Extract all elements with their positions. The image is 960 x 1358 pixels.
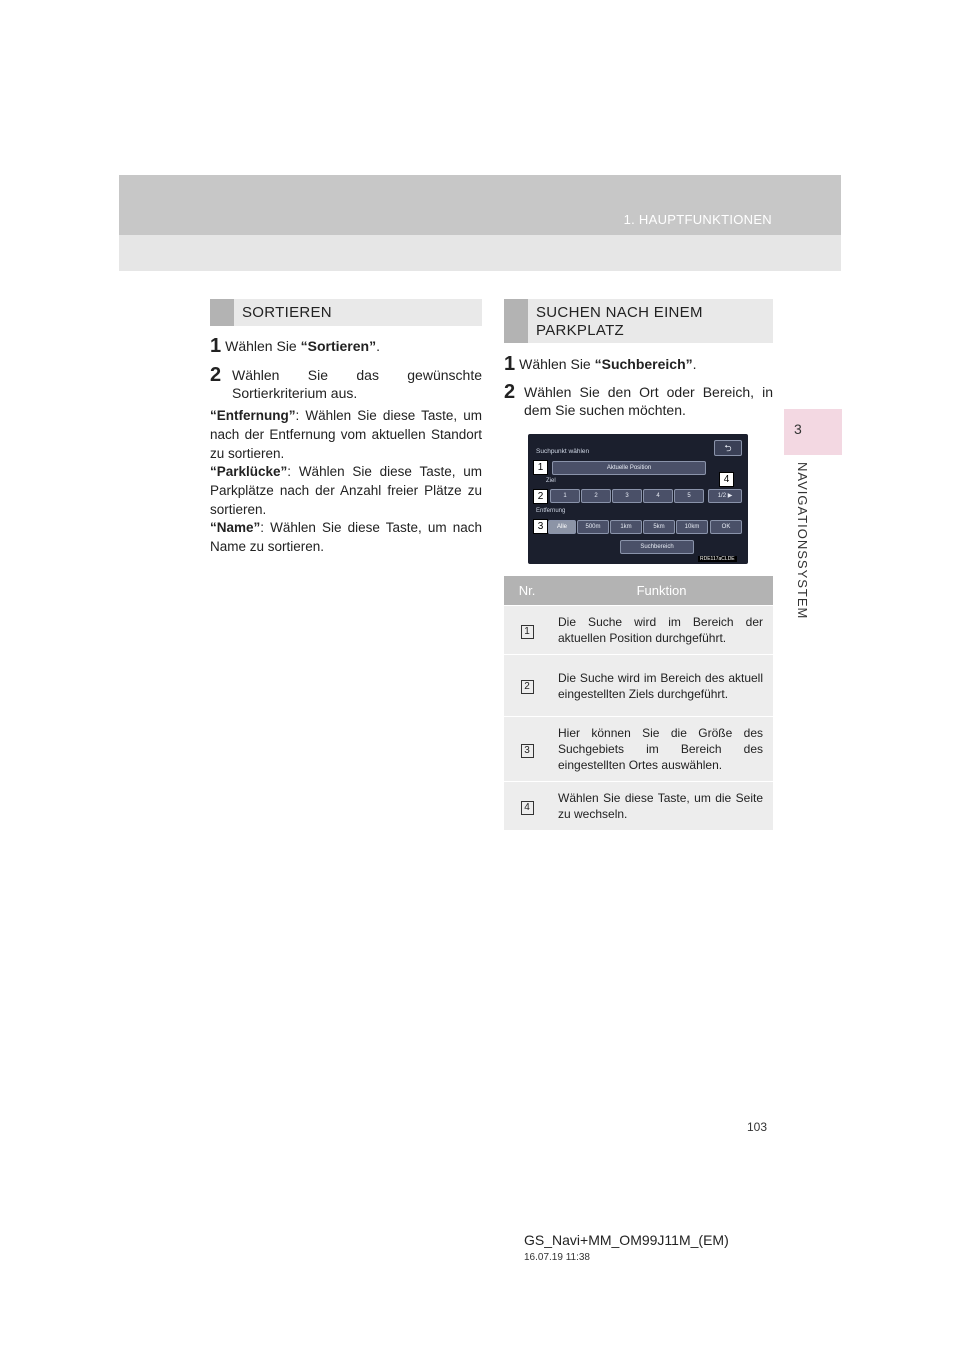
step-key: “Sortieren” (300, 338, 377, 354)
section-heading-bar (210, 299, 234, 326)
current-position-button[interactable]: Aktuelle Position (552, 461, 706, 475)
destination-button-5[interactable]: 5 (674, 489, 704, 503)
function-table (504, 576, 773, 830)
step-text: Wählen Sie (519, 356, 595, 372)
navigation-screen-image (528, 434, 748, 564)
option-entfernung (210, 406, 482, 463)
table-row (504, 782, 773, 831)
step-number: 2 (210, 364, 222, 386)
row-text: Die Suche wird im Bereich des aktuell eingestellten Ziels durchgeführt. (550, 655, 773, 717)
image-code: RDE117aCLDE (700, 556, 735, 562)
step-2-parkplatz (504, 383, 773, 419)
section-heading-parkplatz (504, 299, 773, 343)
step-tail: . (376, 338, 380, 354)
row-number (504, 606, 550, 655)
chapter-side-label: NAVIGATIONSSYSTEM (795, 462, 810, 620)
back-icon[interactable]: ⮌ (714, 440, 742, 456)
table-row (504, 717, 773, 782)
row-text: Die Suche wird im Bereich der aktuellen Position durchgeführt. (550, 606, 773, 655)
option-key: “Parklücke” (210, 464, 288, 479)
option-name (210, 518, 482, 556)
step-2-sortieren (210, 366, 482, 402)
number-box: 1 (521, 625, 534, 639)
callout-2: 2 (533, 489, 548, 504)
chapter-number: 3 (794, 421, 802, 437)
distance-button-500m[interactable]: 500m (577, 520, 609, 534)
option-text: : Wählen Sie diese Taste, um nach der Entfernung vom aktuellen Standort zu sortieren. (210, 408, 482, 461)
step-number: 2 (504, 381, 516, 403)
option-text: : Wählen Sie diese Taste, um nach Name zu sortieren. (210, 520, 482, 554)
step-1-parkplatz (504, 355, 773, 373)
destination-button-2[interactable]: 2 (581, 489, 611, 503)
chapter-title: 1. HAUPTFUNKTIONEN (623, 212, 772, 227)
chapter-tab (784, 409, 842, 455)
table-header-row (504, 576, 773, 606)
number-box: 3 (521, 744, 534, 758)
number-box: 4 (521, 801, 534, 815)
option-key: “Name” (210, 520, 261, 535)
distance-button-alle[interactable]: Alle (548, 520, 576, 534)
callout-3: 3 (533, 519, 548, 534)
section-heading-line1: SUCHEN NACH EINEM (536, 304, 703, 321)
distance-button-5km[interactable]: 5km (643, 520, 675, 534)
table-row (504, 606, 773, 655)
option-text: : Wählen Sie diese Taste, um Parkplätze nach der Anzahl freier Plätze zu sortieren. (210, 464, 482, 517)
document-id: GS_Navi+MM_OM99J11M_(EM) (524, 1232, 729, 1248)
step-tail: . (692, 356, 697, 372)
option-key: “Entfernung” (210, 408, 296, 423)
distance-button-1km[interactable]: 1km (610, 520, 642, 534)
header-funktion: Funktion (550, 576, 773, 606)
option-parkluecke (210, 462, 482, 519)
page-button[interactable]: 1/2 ▶ (708, 489, 742, 503)
page-number: 103 (747, 1120, 768, 1134)
destination-label: Ziel (546, 478, 556, 484)
section-heading-text: SORTIEREN (242, 304, 332, 321)
section-heading-line2: PARKPLATZ (536, 322, 624, 339)
screen-title: Suchpunkt wählen (536, 448, 590, 455)
destination-button-4[interactable]: 4 (643, 489, 673, 503)
step-text: Wählen Sie den Ort oder Bereich, in dem Sie suchen möchten. (524, 384, 773, 418)
step-key: “Suchbereich” (594, 356, 693, 372)
step-number: 1 (210, 335, 222, 357)
table-row (504, 655, 773, 717)
callout-4: 4 (719, 472, 734, 487)
document-date: 16.07.19 11:38 (524, 1252, 590, 1263)
row-number (504, 655, 550, 717)
row-number (504, 782, 550, 831)
destination-button-3[interactable]: 3 (612, 489, 642, 503)
section-heading-bar (504, 299, 528, 343)
row-text: Hier können Sie die Größe des Suchgebiets im Bereich des eingestellten Ortes auswählen. (550, 717, 773, 782)
distance-label: Entfernung (536, 508, 566, 514)
callout-1: 1 (533, 460, 548, 475)
step-1-sortieren (210, 337, 482, 355)
step-text: Wählen Sie das gewünschte Sortierkriterium aus. (232, 367, 482, 401)
search-area-button[interactable]: Suchbereich (620, 540, 694, 554)
step-text: Wählen Sie (225, 338, 301, 354)
distance-button-10km[interactable]: 10km (676, 520, 708, 534)
section-heading-sortieren (210, 299, 482, 326)
number-box: 2 (521, 680, 534, 694)
step-number: 1 (504, 353, 516, 375)
header-nr: Nr. (504, 576, 550, 606)
destination-button-1[interactable]: 1 (550, 489, 580, 503)
row-text: Wählen Sie diese Taste, um die Seite zu wechseln. (550, 782, 773, 831)
row-number (504, 717, 550, 782)
ok-button[interactable]: OK (710, 520, 742, 534)
